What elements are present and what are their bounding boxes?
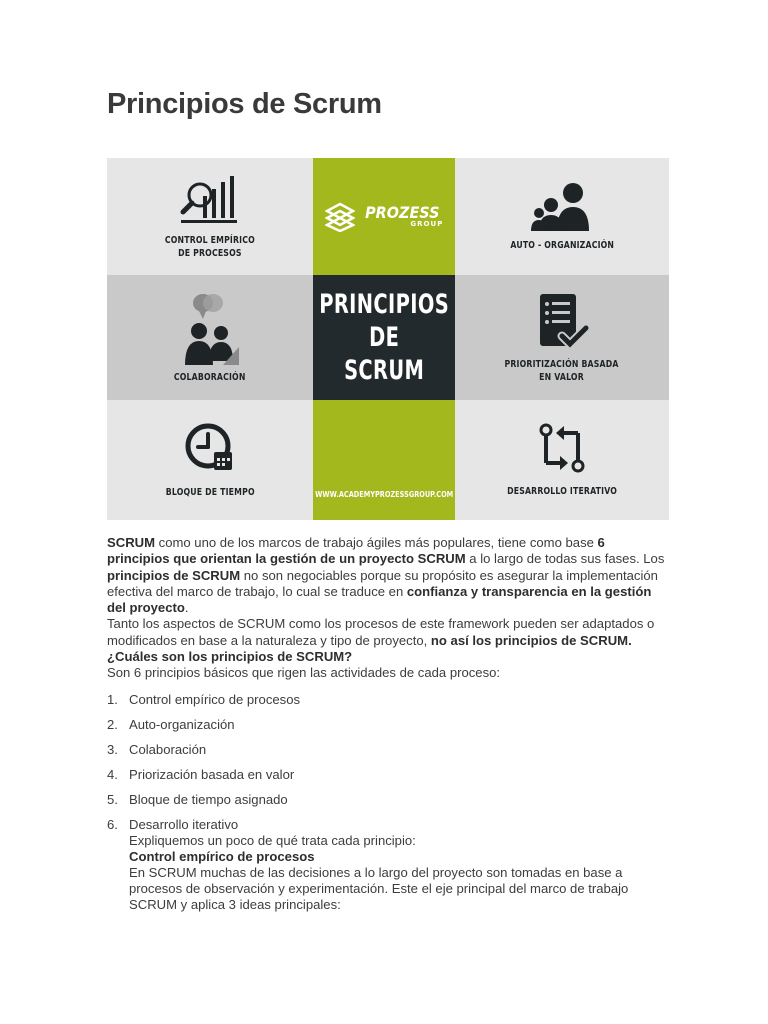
list-text: Colaboración	[129, 741, 207, 757]
center-title: PRINCIPIOS DE SCRUM	[319, 289, 449, 386]
list-item	[107, 692, 667, 708]
question-heading	[107, 649, 667, 665]
list-number: 3.	[107, 741, 118, 757]
list-number: 1.	[107, 691, 118, 707]
list-item	[107, 717, 667, 733]
list-item	[107, 767, 667, 783]
list-text: Control empírico de procesos	[129, 691, 301, 707]
cell-logo	[313, 158, 455, 275]
list-text: Auto-organización	[129, 716, 235, 732]
adapt-paragraph	[107, 616, 667, 649]
cell-auto-organizacion	[455, 158, 669, 275]
clock-calendar-icon	[184, 422, 236, 474]
question-text: ¿Cuáles son los principios de SCRUM?	[107, 649, 353, 665]
list-number: 2.	[107, 716, 118, 732]
intro-text: .	[184, 600, 189, 616]
intro-paragraph	[107, 535, 667, 616]
list-item	[107, 792, 667, 808]
cell-label-colaboracion: COLABORACIÓN	[174, 372, 246, 383]
logo-name: PROZESS	[364, 202, 440, 222]
list-item	[107, 817, 667, 913]
section-heading	[129, 849, 667, 865]
cell-desarrollo-iterativo	[455, 400, 669, 520]
list-item	[107, 742, 667, 758]
bold-not-principles: no así los principios de SCRUM.	[430, 632, 632, 648]
cell-label-bloque: BLOQUE DE TIEMPO	[165, 486, 255, 498]
section-heading-text: Control empírico de procesos	[129, 849, 315, 865]
article-body	[107, 535, 667, 913]
list-number: 5.	[107, 792, 118, 808]
cell-label-desarrollo: DESARROLLO ITERATIVO	[506, 485, 617, 497]
cell-website	[313, 400, 455, 520]
cell-label-control: CONTROL EMPÍRICO DE PROCESOS	[164, 234, 256, 259]
bold-six-principles: 6 principios que orientan la gestión de un proyecto SCRUM	[107, 535, 605, 567]
intro-text: como uno de los marcos de trabajo ágiles más populares, tiene como base	[155, 535, 598, 550]
people-icon	[531, 181, 593, 233]
intro-text: a lo largo de todas sus fases. Los	[465, 551, 665, 567]
cell-label-auto: AUTO - ORGANIZACIÓN	[510, 240, 614, 251]
bold-scrum: SCRUM	[107, 535, 156, 550]
adapt-text: Tanto los aspectos de SCRUM como los procesos de este framework pueden ser adaptados o modificados en base a la naturaleza y tipo de proyecto,	[107, 616, 655, 648]
list-number: 4.	[107, 766, 118, 782]
lead-paragraph: Son 6 principios básicos que rigen las actividades de cada proceso:	[107, 665, 501, 681]
bold-trust: confianza y transparencia en la gestión del proyecto	[107, 583, 652, 616]
cell-colaboracion	[107, 275, 313, 400]
list-number: 6.	[107, 817, 118, 833]
cell-bloque-tiempo	[107, 400, 313, 520]
list-text: Desarrollo iterativo	[129, 817, 239, 833]
chart-magnifier-icon	[179, 174, 241, 226]
section-body: En SCRUM muchas de las decisiones a lo largo del proyecto son tomadas en base a procesos de observación y experimentación. Este el eje principal del marco de trabajo SCRUM y aplica 3 ideas principales:	[129, 865, 629, 913]
list-text: Bloque de tiempo asignado	[129, 792, 288, 808]
chat-people-icon	[179, 291, 241, 369]
cell-control-empirico	[107, 158, 313, 275]
bold-principles: principios de SCRUM	[107, 567, 241, 583]
prozess-logo	[325, 202, 444, 232]
intro-text: no son negociables porque su propósito es asegurar la implementación efectiva del marco de trabajo, lo cual se traduce en	[107, 567, 658, 599]
cell-priorizacion	[455, 275, 669, 400]
checklist-icon	[534, 292, 590, 352]
principles-list	[107, 692, 667, 913]
website-url: WWW.ACADEMYPROZESSGROUP.COM	[314, 490, 454, 499]
list-text: Priorización basada en valor	[129, 766, 295, 782]
page-title: Principios de Scrum	[107, 88, 382, 120]
explain-line: Expliquemos un poco de qué trata cada principio:	[129, 833, 416, 849]
cell-center-title	[313, 275, 455, 400]
scrum-principles-infographic	[107, 158, 669, 520]
prozess-logo-icon	[325, 202, 355, 232]
cell-label-priorizacion: PRIORITIZACIÓN BASADA EN VALOR	[504, 358, 620, 383]
logo-sub: GROUP	[410, 219, 444, 228]
iteration-arrows-icon	[538, 423, 586, 473]
